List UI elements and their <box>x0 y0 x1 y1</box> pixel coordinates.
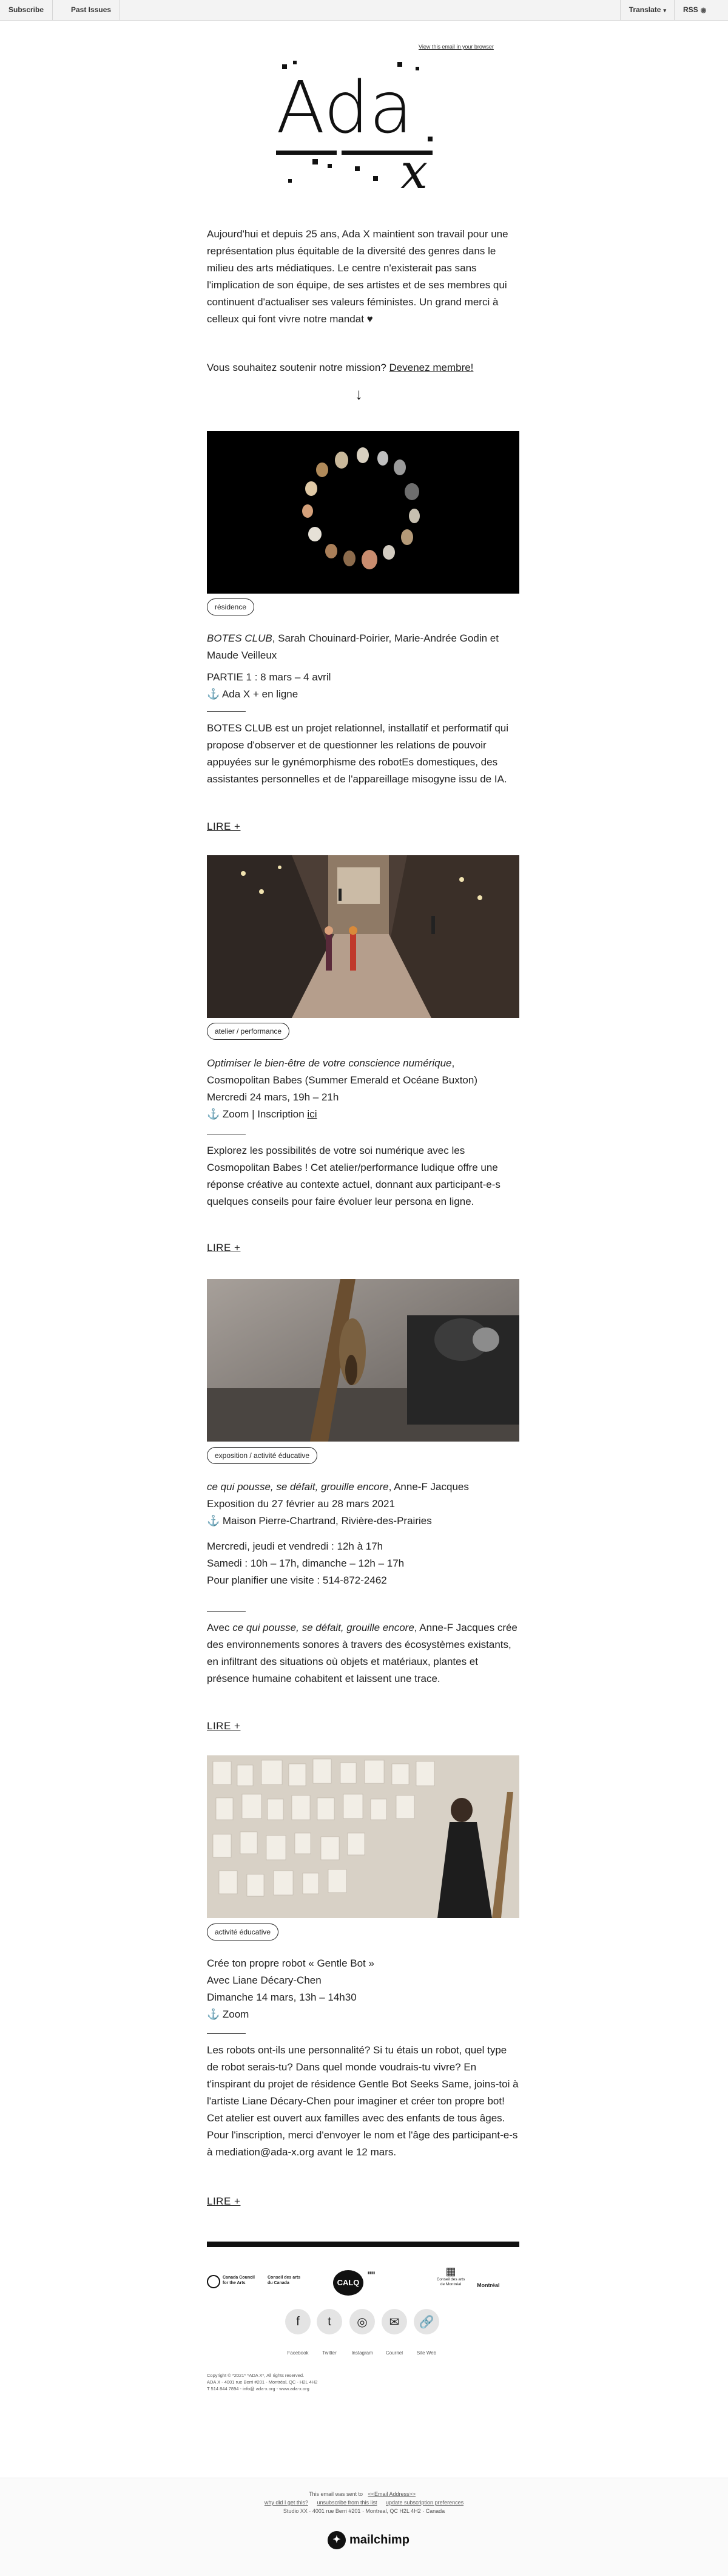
divider <box>207 2033 246 2034</box>
logo-text-ada: Ada <box>276 66 413 149</box>
event-2-title <box>207 1055 519 1072</box>
event-3-title-italic: ce qui pousse, se défait, grouille encore <box>207 1481 389 1493</box>
tag-residence: résidence <box>207 598 254 615</box>
botes-club-image <box>207 431 519 594</box>
topbar <box>0 0 728 21</box>
logo-text-x: x <box>400 143 428 191</box>
site-web-label: Site Web <box>416 2350 437 2356</box>
event-2-location <box>207 1106 519 1123</box>
event-3-description <box>207 1619 519 1687</box>
become-member-link[interactable]: Devenez membre! <box>389 362 474 373</box>
footer-email-link[interactable]: <<Email Address>> <box>368 2491 416 2497</box>
event-1-read-more-link[interactable]: LIRE + <box>207 821 241 832</box>
event-1-dates: PARTIE 1 : 8 mars – 4 avril <box>207 671 331 683</box>
anne-f-jacques-image <box>207 1279 519 1442</box>
event-3-title <box>207 1479 519 1496</box>
event-1-title-rest: , Sarah Chouinard-Poirier, Marie-Andrée Godin et Maude Veilleux <box>207 632 499 661</box>
event-3-phone: Pour planifier une visite : 514-872-2462 <box>207 1574 387 1586</box>
copyright-text: Copyright © *2021* *ADA X*, All rights reserved. <box>207 2373 305 2378</box>
tag-atelier-performance: atelier / performance <box>207 1023 289 1040</box>
event-2-read-more-link[interactable]: LIRE + <box>207 1242 241 1253</box>
gentle-bot-image <box>207 1755 519 1918</box>
event-3-desc-italic: ce qui pousse, se défait, grouille encore <box>232 1622 414 1633</box>
footer-links <box>0 2500 728 2506</box>
sponsor-cam <box>436 2265 465 2287</box>
event-3-hours-1: Mercredi, jeudi et vendredi : 12h à 17h <box>207 1541 383 1552</box>
chevron-down-icon: ▾ <box>663 7 666 13</box>
event-4-date: Dimanche 14 mars, 13h – 14h30 <box>207 1991 357 2003</box>
past-issues-link[interactable]: Past Issues <box>62 0 120 20</box>
mailchimp-label: mailchimp <box>349 2533 410 2547</box>
event-3-dates: Exposition du 27 février au 28 mars 2021 <box>207 1498 395 1510</box>
intro-paragraph: Aujourd'hui et depuis 25 ans, Ada X maintient son travail pour une représentation plus équitable de la diversité des genres dans le milieu des arts médiatiques. Le centre n'existerait pas sans l'implication de son équipe, de ses artistes et de ses membres qui continuent d'actualiser ses valeurs féministes. Un grand merci à celleux qui font vivre notre mandat ♥ <box>207 228 508 325</box>
event-3-hours-2: Samedi : 10h – 17h, dimanche – 12h – 17h <box>207 1557 405 1569</box>
event-3-read-more-link[interactable]: LIRE + <box>207 1720 241 1732</box>
subscribe-link[interactable]: Subscribe <box>0 0 53 20</box>
sponsor-logos <box>207 2258 519 2307</box>
facebook-label: Facebook <box>287 2350 309 2356</box>
sponsor-conseil-arts-canada: Conseil des arts du Canada <box>268 2276 301 2285</box>
twitter-icon[interactable]: t <box>317 2309 342 2334</box>
rss-label: RSS <box>683 5 698 14</box>
instagram-label: Instagram <box>351 2350 373 2356</box>
link-icon[interactable]: 🔗 <box>414 2309 439 2334</box>
cosmopolitan-babes-image <box>207 855 519 1018</box>
event-1-location: ⚓ Ada X + en ligne <box>207 688 298 700</box>
inscription-link[interactable]: ici <box>307 1108 317 1120</box>
footer-address: Studio XX · 4001 rue Berri #201 · Montreal, QC H2L 4H2 · Canada <box>283 2508 445 2514</box>
instagram-icon[interactable]: ◎ <box>349 2309 375 2334</box>
copyright-block <box>207 2372 365 2392</box>
view-in-browser-link[interactable]: View this email in your browser <box>419 44 494 50</box>
event-4-artist: Avec Liane Décary-Chen <box>207 1974 322 1986</box>
event-3-title-rest: , Anne-F Jacques <box>388 1481 469 1493</box>
mailchimp-badge[interactable] <box>328 2531 410 2549</box>
tag-activite-educative: activité éducative <box>207 1924 278 1940</box>
event-4-read-more-link[interactable]: LIRE + <box>207 2195 241 2207</box>
translate-label: Translate <box>629 5 661 14</box>
twitter-label: Twitter <box>322 2350 337 2356</box>
event-2-title-rest: , <box>451 1057 455 1069</box>
event-3-location: ⚓ Maison Pierre-Chartrand, Rivière-des-Prairies <box>207 1515 432 1527</box>
sponsor-calq: CALQ <box>333 2270 363 2296</box>
event-1-description: BOTES CLUB est un projet relationnel, installatif et performatif qui propose d'observer et de questionner les relations de pouvoir appuyées sur le gynémorphisme des robotEs domestiques, des assistantes personnelles et de l'appareillage misogyne issu de IA. <box>207 722 509 785</box>
footer-sent-to-text: This email was sent to <box>308 2491 363 2497</box>
event-4-title: Crée ton propre robot « Gentle Bot » <box>207 1957 374 1969</box>
canada-council-logo-icon <box>207 2275 220 2288</box>
contact-text: T 514 844 7894 - info@ ada-x.org - www.ada-x.org <box>207 2386 309 2391</box>
address-text: ADA X - 4001 rue Berri #201 - Montréal, QC - H2L 4H2 <box>207 2379 318 2385</box>
event-2-description: Explorez les possibilités de votre soi numérique avec les Cosmopolitan Babes ! Cet atelier/performance ludique offre une réponse créative au contexte actuel, donnant aux participant-e-s quelques conseils pour faire évoluer leur persona en ligne. <box>207 1145 500 1207</box>
facebook-icon[interactable]: f <box>285 2309 311 2334</box>
footer-divider <box>207 2242 519 2247</box>
update-preferences-link[interactable]: update subscription preferences <box>386 2500 464 2506</box>
courriel-label: Courriel <box>385 2350 403 2356</box>
event-1-title-italic: BOTES CLUB <box>207 632 272 644</box>
rss-link[interactable] <box>674 0 728 20</box>
divider <box>207 1611 246 1612</box>
down-arrow-icon: ↓ <box>355 385 363 403</box>
sponsor-montreal: Montréal <box>477 2282 500 2288</box>
event-2-location-text: ⚓ Zoom | Inscription <box>207 1108 308 1120</box>
event-4-description: Les robots ont-ils une personnalité? Si tu étais un robot, quel type de robot serais-tu? Dans quel monde voudrais-tu vivre? En t'inspirant du projet de résidence Gentle Bot Seeks Same, joins-toi à l'artiste Liane Décary-Chen pour imaginer et créer ton propre bot! Cet atelier est ouvert aux familles avec des enfants de tous âges. Pour l'inscription, merci d'envoyer le nom et l'âge des participant-e-s à mediation@ada-x.org avant le 12 mars. <box>207 2044 519 2158</box>
rss-icon: ◉ <box>700 7 707 14</box>
tag-exposition-activite-educative: exposition / activité éducative <box>207 1447 317 1464</box>
support-text: Vous souhaitez soutenir notre mission? <box>207 362 389 373</box>
why-did-i-get-this-link[interactable]: why did I get this? <box>264 2500 308 2506</box>
mailchimp-icon: ✦ <box>328 2531 346 2549</box>
event-2-date: Mercredi 24 mars, 19h – 21h <box>207 1091 339 1103</box>
event-4-location: ⚓ Zoom <box>207 2008 249 2020</box>
sponsor-calq-text-icon: ▮▮▮▮ <box>368 2271 376 2275</box>
support-paragraph <box>207 359 519 376</box>
cam-logo-icon: ▦ <box>445 2265 456 2277</box>
footer-sent-to <box>0 2491 728 2497</box>
unsubscribe-link[interactable]: unsubscribe from this list <box>317 2500 377 2506</box>
event-3-desc-rest: , Anne-F Jacques crée des environnements sonores à travers des écosystèmes existants, en infiltrant des situations où objets et matériaux, plantes et présence humaine cohabitent et laissent une trace. <box>207 1622 517 1684</box>
sponsor-canada-council: Canada Council for the Arts <box>223 2276 255 2285</box>
event-2-title-italic: Optimiser le bien-être de votre conscience numérique <box>207 1057 452 1069</box>
email-icon[interactable]: ✉ <box>382 2309 407 2334</box>
event-2-artists: Cosmopolitan Babes (Summer Emerald et Océane Buxton) <box>207 1074 477 1086</box>
event-3-desc-prefix: Avec <box>207 1622 233 1633</box>
ada-x-logo <box>276 61 452 191</box>
translate-dropdown[interactable] <box>620 0 675 20</box>
divider <box>207 711 246 712</box>
event-1-title <box>207 630 519 664</box>
sponsor-cam-label: Conseil des arts de Montréal <box>436 2277 465 2286</box>
